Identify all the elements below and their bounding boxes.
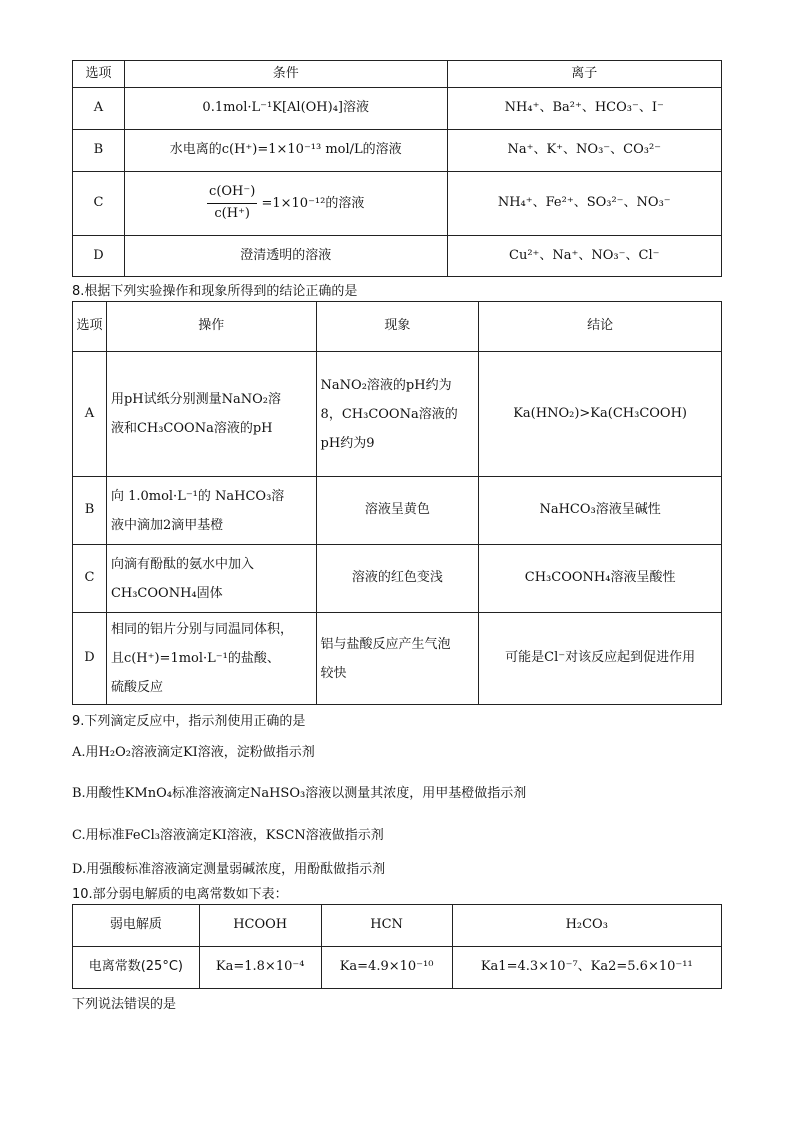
ions-cell: Cu²⁺、Na⁺、NO₃⁻、Cl⁻ <box>447 236 722 277</box>
table-row <box>73 947 722 989</box>
header-hcn: HCN <box>321 905 452 947</box>
operation-cell <box>106 613 316 705</box>
operation-line: 向滴有酚酞的氨水中加入 <box>110 556 254 572</box>
concentration-fraction <box>207 183 257 224</box>
conclusion-cell: 可能是Cl⁻对该反应起到促进作用 <box>479 613 722 705</box>
ion-table <box>72 60 722 277</box>
table-row <box>73 545 722 613</box>
phenomenon-cell <box>316 613 479 705</box>
table-row <box>73 172 722 236</box>
phenomenon-line: 铝与盐酸反应产生气泡 <box>320 636 451 652</box>
question-9-option-b: B.用酸性KMnO₄标准溶液滴定NaHSO₃溶液以测量其浓度，用甲基橙做指示剂 <box>72 786 527 801</box>
condition-rest: =1×10⁻¹²的溶液 <box>261 196 365 211</box>
constant-h2co3: Ka1=4.3×10⁻⁷、Ka2=5.6×10⁻¹¹ <box>452 947 721 989</box>
operation-line: CH₃COONH₄固体 <box>110 585 223 601</box>
phenomenon-line: 较快 <box>320 665 347 681</box>
condition-cell <box>124 172 447 236</box>
question-9-option-a: A.用H₂O₂溶液滴定KI溶液，淀粉做指示剂 <box>72 745 315 760</box>
operation-line: 硫酸反应 <box>110 680 163 695</box>
table-row <box>73 130 722 172</box>
header-option: 选项 <box>73 61 125 88</box>
table-row <box>73 88 722 130</box>
question-9-option-d: D.用强酸标准溶液滴定测量弱碱浓度，用酚酞做指示剂 <box>72 862 386 877</box>
option-cell: A <box>73 88 125 130</box>
table-row <box>73 352 722 477</box>
experiment-table <box>72 301 722 705</box>
phenomenon-cell: 溶液的红色变浅 <box>316 545 479 613</box>
operation-cell <box>106 545 316 613</box>
constant-hcooh: Ka=1.8×10⁻⁴ <box>199 947 321 989</box>
condition-cell: 水电离的c(H⁺)=1×10⁻¹³ mol/L的溶液 <box>124 130 447 172</box>
table-row <box>73 477 722 545</box>
option-cell: A <box>73 352 107 477</box>
phenomenon-cell: 溶液呈黄色 <box>316 477 479 545</box>
phenomenon-cell <box>316 352 479 477</box>
question-9-title: 9.下列滴定反应中，指示剂使用正确的是 <box>72 714 306 729</box>
operation-line: 且c(H⁺)=1mol·L⁻¹的盐酸、 <box>110 651 280 666</box>
operation-line: 相同的铝片分别与同温同体积， <box>110 622 293 637</box>
operation-line: 液中滴加2滴甲基橙 <box>110 517 224 533</box>
ions-cell: NH₄⁺、Ba²⁺、HCO₃⁻、I⁻ <box>447 88 722 130</box>
option-cell: B <box>73 477 107 545</box>
ionization-constant-table <box>72 904 722 989</box>
question-10-title: 10.部分弱电解质的电离常数如下表： <box>72 887 288 902</box>
question-8-title: 8.根据下列实验操作和现象所得到的结论正确的是 <box>72 284 358 299</box>
row-label-constant: 电离常数(25°C) <box>73 947 200 989</box>
fraction-numerator: c(OH⁻) <box>207 183 257 204</box>
ions-cell: NH₄⁺、Fe²⁺、SO₃²⁻、NO₃⁻ <box>447 172 722 236</box>
question-9-option-c: C.用标准FeCl₃溶液滴定KI溶液，KSCN溶液做指示剂 <box>72 828 384 843</box>
header-condition: 条件 <box>124 61 447 88</box>
question-10-footer: 下列说法错误的是 <box>72 997 177 1012</box>
condition-cell: 澄清透明的溶液 <box>124 236 447 277</box>
option-cell: D <box>73 613 107 705</box>
phenomenon-line: 8，CH₃COONa溶液的 <box>320 406 458 422</box>
table-header-row <box>73 302 722 352</box>
phenomenon-line: NaNO₂溶液的pH约为 <box>320 377 452 393</box>
operation-line: 用pH试纸分别测量NaNO₂溶 <box>110 392 281 407</box>
operation-line: 液和CH₃COONa溶液的pH <box>110 421 273 436</box>
table-header-row <box>73 61 722 88</box>
option-cell: C <box>73 172 125 236</box>
operation-cell <box>106 352 316 477</box>
header-operation: 操作 <box>106 302 316 352</box>
header-conclusion: 结论 <box>479 302 722 352</box>
constant-hcn: Ka=4.9×10⁻¹⁰ <box>321 947 452 989</box>
conclusion-cell: Ka(HNO₂)>Ka(CH₃COOH) <box>479 352 722 477</box>
header-phenomenon: 现象 <box>316 302 479 352</box>
phenomenon-line: pH约为9 <box>320 435 375 451</box>
header-option: 选项 <box>73 302 107 352</box>
header-ions: 离子 <box>447 61 722 88</box>
option-cell: D <box>73 236 125 277</box>
option-cell: C <box>73 545 107 613</box>
option-cell: B <box>73 130 125 172</box>
header-electrolyte: 弱电解质 <box>73 905 200 947</box>
condition-cell: 0.1mol·L⁻¹K[Al(OH)₄]溶液 <box>124 88 447 130</box>
table-header-row <box>73 905 722 947</box>
operation-line: 向 1.0mol·L⁻¹的 NaHCO₃溶 <box>110 488 285 504</box>
table-row <box>73 613 722 705</box>
header-hcooh: HCOOH <box>199 905 321 947</box>
ions-cell: Na⁺、K⁺、NO₃⁻、CO₃²⁻ <box>447 130 722 172</box>
fraction-denominator: c(H⁺) <box>214 206 250 221</box>
conclusion-cell: CH₃COONH₄溶液呈酸性 <box>479 545 722 613</box>
operation-cell <box>106 477 316 545</box>
conclusion-cell: NaHCO₃溶液呈碱性 <box>479 477 722 545</box>
header-h2co3: H₂CO₃ <box>452 905 721 947</box>
table-row <box>73 236 722 277</box>
